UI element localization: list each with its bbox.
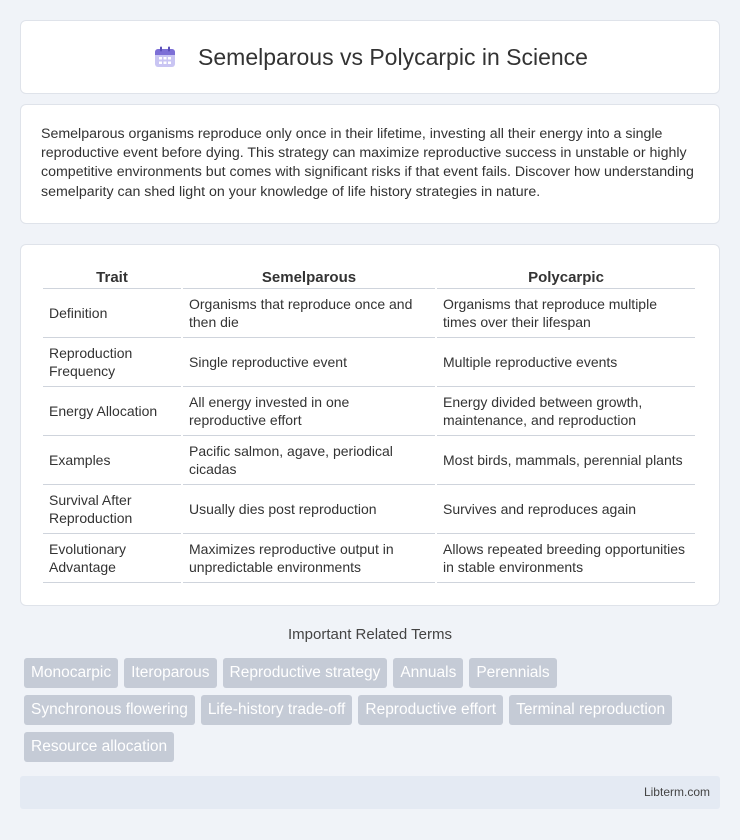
tag-iteroparous[interactable]: Iteroparous bbox=[124, 658, 216, 688]
polycarpic-cell: Allows repeated breeding opportunities in stable environments bbox=[437, 534, 695, 583]
polycarpic-cell: Multiple reproductive events bbox=[437, 338, 695, 387]
table-row bbox=[43, 485, 695, 534]
polycarpic-cell: Energy divided between growth, maintenance, and reproduction bbox=[437, 387, 695, 436]
semelparous-cell: Maximizes reproductive output in unpredictable environments bbox=[183, 534, 435, 583]
tag-perennials[interactable]: Perennials bbox=[469, 658, 556, 688]
table-row bbox=[43, 436, 695, 485]
header bbox=[21, 21, 719, 93]
tag-resource-allocation[interactable]: Resource allocation bbox=[24, 732, 174, 762]
trait-cell: Examples bbox=[43, 436, 181, 485]
footer-site-link[interactable]: Libterm.com bbox=[643, 785, 710, 799]
tag-monocarpic[interactable]: Monocarpic bbox=[24, 658, 118, 688]
tag-annuals[interactable]: Annuals bbox=[393, 658, 463, 688]
table-row bbox=[43, 338, 695, 387]
related-terms-heading: Important Related Terms bbox=[288, 626, 452, 643]
table-row bbox=[43, 387, 695, 436]
header-polycarpic: Polycarpic bbox=[437, 267, 695, 289]
header-semelparous: Semelparous bbox=[183, 267, 435, 289]
table-row bbox=[43, 534, 695, 583]
trait-cell: Definition bbox=[43, 289, 181, 338]
footer bbox=[20, 776, 720, 809]
tag-terminal-reproduction[interactable]: Terminal reproduction bbox=[509, 695, 672, 725]
semelparous-cell: Single reproductive event bbox=[183, 338, 435, 387]
semelparous-cell: Usually dies post reproduction bbox=[183, 485, 435, 534]
page-title: Semelparous vs Polycarpic in Science bbox=[198, 43, 588, 70]
trait-cell: Survival After Reproduction bbox=[43, 485, 181, 534]
trait-cell: Reproduction Frequency bbox=[43, 338, 181, 387]
intro-card bbox=[20, 104, 720, 224]
semelparous-cell: Pacific salmon, agave, periodical cicadas bbox=[183, 436, 435, 485]
trait-cell: Energy Allocation bbox=[43, 387, 181, 436]
comparison-table-card bbox=[20, 244, 720, 606]
header-card bbox=[20, 20, 720, 94]
table-row bbox=[43, 289, 695, 338]
polycarpic-cell: Most birds, mammals, perennial plants bbox=[437, 436, 695, 485]
polycarpic-cell: Organisms that reproduce multiple times over their lifespan bbox=[437, 289, 695, 338]
polycarpic-cell: Survives and reproduces again bbox=[437, 485, 695, 534]
tag-synchronous-flowering[interactable]: Synchronous flowering bbox=[24, 695, 195, 725]
tag-reproductive-strategy[interactable]: Reproductive strategy bbox=[223, 658, 388, 688]
semelparous-cell: Organisms that reproduce once and then die bbox=[183, 289, 435, 338]
tag-life-history-trade-off[interactable]: Life-history trade-off bbox=[201, 695, 353, 725]
trait-cell: Evolutionary Advantage bbox=[43, 534, 181, 583]
table-header-row bbox=[43, 267, 695, 289]
comparison-table bbox=[41, 267, 697, 583]
calendar-icon bbox=[152, 44, 178, 70]
semelparous-cell: All energy invested in one reproductive effort bbox=[183, 387, 435, 436]
tag-reproductive-effort[interactable]: Reproductive effort bbox=[358, 695, 503, 725]
related-terms-list bbox=[24, 658, 718, 762]
header-trait: Trait bbox=[43, 267, 181, 289]
intro-paragraph: Semelparous organisms reproduce only once in their lifetime, investing all their energy into a single reproductive event before dying. This strategy can maximize reproductive success in unstable or highly competitive environments but comes with significant risks if that event fails. Discover how understanding semelparity can shed light on your knowledge of life history strategies in nature. bbox=[41, 126, 694, 200]
